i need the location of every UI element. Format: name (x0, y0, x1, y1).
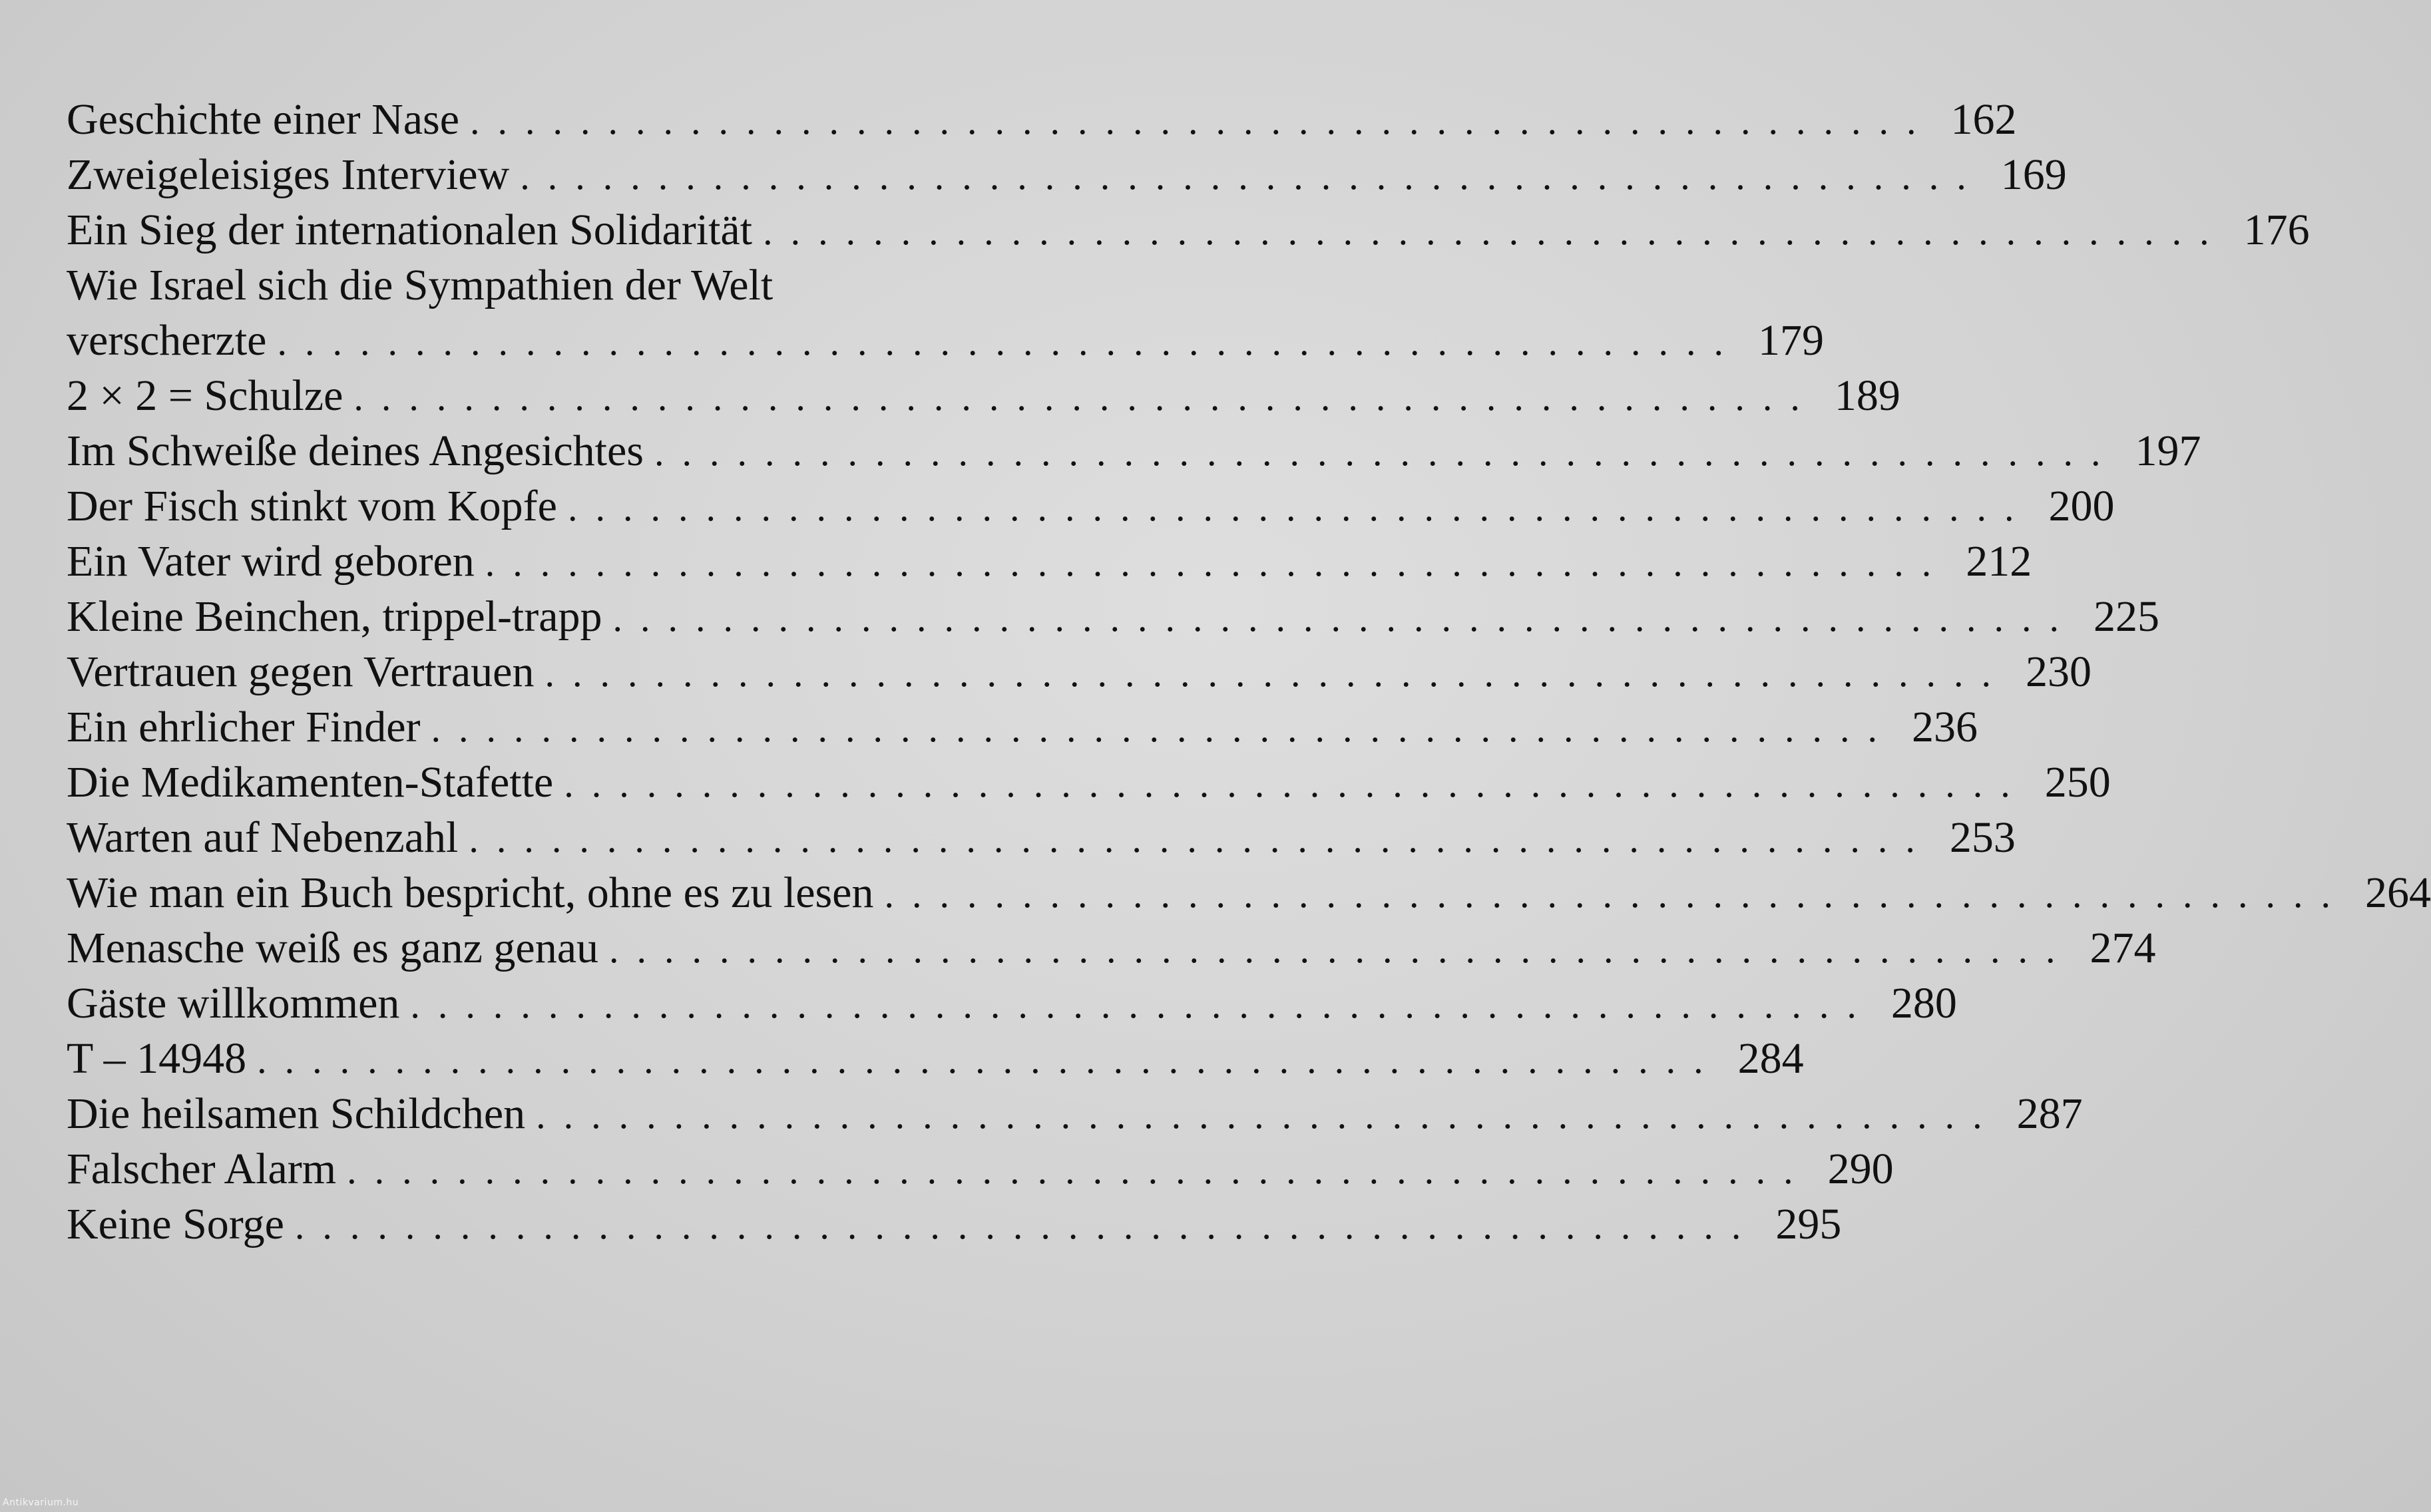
toc-entry-page: 169 (2000, 150, 2067, 199)
toc-entry-page: 274 (2090, 924, 2156, 972)
toc-entry (67, 258, 1824, 368)
dot-leader: ..................................................... (536, 1093, 2000, 1137)
toc-entry-title: Ein ehrlicher Finder (67, 703, 421, 751)
toc-entry (67, 92, 2017, 147)
dot-leader: ..................................................... (520, 154, 1984, 198)
toc-entry (67, 478, 2115, 534)
toc-entry-page: 250 (2044, 758, 2111, 807)
toc-entry (67, 644, 2092, 699)
toc-entry-title: Menasche weiß es ganz genau (67, 924, 598, 972)
dot-leader: ..................................................... (763, 210, 2227, 253)
toc-entry-title: T – 14948 (67, 1034, 247, 1083)
toc-entry-title: 2 × 2 = Schulze (67, 371, 343, 420)
toc-entry-page: 200 (2048, 482, 2115, 530)
toc-entry-title: Gäste willkommen (67, 979, 400, 1028)
table-of-contents (67, 92, 2431, 1252)
toc-entry (67, 976, 1957, 1031)
toc-entry-page: 253 (1949, 813, 2016, 862)
toc-entry (67, 368, 1900, 423)
toc-entry (67, 920, 2156, 976)
toc-entry-page: 295 (1775, 1200, 1842, 1248)
toc-entry-page: 225 (2094, 592, 2160, 641)
dot-leader: ..................................................... (567, 486, 2032, 529)
toc-entry (67, 423, 2201, 478)
toc-entry-page: 197 (2135, 427, 2201, 475)
toc-entry-title: Der Fisch stinkt vom Kopfe (67, 482, 557, 530)
toc-entry-title: Die heilsamen Schildchen (67, 1089, 526, 1138)
dot-leader: ..................................................... (485, 541, 1950, 584)
toc-entry-title: Ein Sieg der internationalen Solidarität (67, 206, 753, 254)
toc-entry-page: 212 (1966, 537, 2032, 586)
toc-entry (67, 1031, 1804, 1086)
dot-leader: ..................................................... (470, 99, 1934, 142)
toc-entry-title: Im Schweiße deines Angesichtes (67, 427, 644, 475)
dot-leader: ..................................................... (564, 762, 2028, 805)
toc-entry (67, 1141, 1894, 1197)
toc-entry (67, 755, 2111, 810)
toc-entry-title: Vertrauen gegen Vertrauen (67, 648, 535, 696)
toc-entry-title: Zweigeleisiges Interview (67, 150, 510, 199)
watermark: Antikvarium.hu (3, 1497, 79, 1508)
toc-entry-page: 179 (1757, 316, 1824, 365)
toc-entry (67, 699, 1978, 755)
toc-entry (67, 1197, 1842, 1252)
toc-entry-page: 287 (2016, 1089, 2083, 1138)
dot-leader: ..................................................... (654, 431, 2119, 474)
toc-entry-page: 290 (1827, 1145, 1894, 1193)
toc-entry (67, 1086, 2083, 1141)
dot-leader: ..................................................... (347, 1149, 1811, 1192)
toc-entry (67, 202, 2310, 258)
toc-entry (67, 810, 2016, 865)
toc-entry-page: 284 (1737, 1034, 1804, 1083)
toc-entry-page: 264 (2364, 868, 2431, 917)
toc-entry-page: 236 (1911, 703, 1978, 751)
toc-entry (67, 534, 2032, 589)
dot-leader: ..................................................... (431, 707, 1895, 750)
dot-leader: ..................................................... (609, 928, 2074, 971)
toc-entry-title: verscherzte (67, 316, 267, 365)
toc-entry-page: 162 (1950, 95, 2017, 144)
toc-entry (67, 147, 2067, 202)
toc-entry-title: Warten auf Nebenzahl (67, 813, 459, 862)
toc-entry (67, 589, 2160, 644)
dot-leader: ..................................................... (545, 652, 2009, 695)
toc-entry-page: 176 (2243, 206, 2310, 254)
dot-leader: ..................................................... (353, 375, 1818, 419)
dot-leader: ..................................................... (277, 320, 1741, 363)
dot-leader: ..................................................... (410, 983, 1875, 1026)
toc-entry-title: Keine Sorge (67, 1200, 284, 1248)
dot-leader: ..................................................... (884, 872, 2348, 916)
toc-entry-page: 189 (1834, 371, 1900, 420)
dot-leader: ..................................................... (257, 1038, 1721, 1081)
dot-leader: ..................................................... (469, 817, 1933, 860)
toc-entry (67, 865, 2431, 920)
toc-entry-title: Wie man ein Buch bespricht, ohne es zu lesen (67, 868, 874, 917)
toc-entry-title-line1: Wie Israel sich die Sympathien der Welt (67, 261, 773, 309)
toc-entry-page: 280 (1890, 979, 1957, 1028)
toc-entry-page: 230 (2025, 648, 2092, 696)
toc-entry-title: Die Medikamenten-Stafette (67, 758, 554, 807)
toc-entry-title: Kleine Beinchen, trippel-trapp (67, 592, 602, 641)
toc-entry-title: Geschichte einer Nase (67, 95, 460, 144)
toc-entry-title: Ein Vater wird geboren (67, 537, 475, 586)
dot-leader: ..................................................... (612, 596, 2078, 640)
dot-leader: ..................................................... (294, 1204, 1759, 1247)
toc-entry-title: Falscher Alarm (67, 1145, 337, 1193)
